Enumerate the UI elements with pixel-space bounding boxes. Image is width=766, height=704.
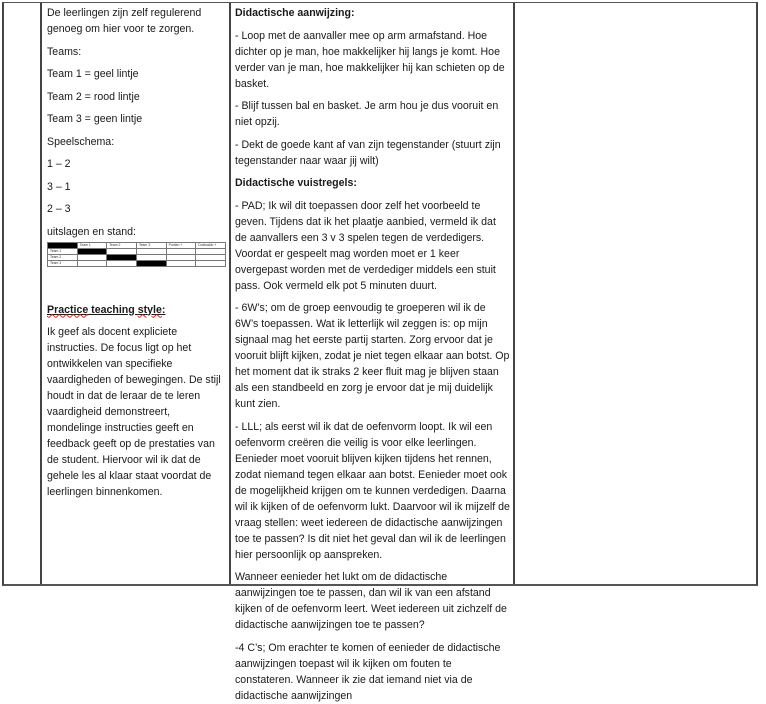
results-header-cell: Doelsaldo + <box>196 242 226 248</box>
practice-heading-word: teaching <box>88 303 138 316</box>
vuistregel-item: - PAD; Ik wil dit toepassen door zelf het voorbeeld te geven. Tijdens dat ik het plaatje aanbied, vermeld ik dat de aanvallers een 3 v 3 spelen tegen de verdedigers. Voordat er gespeelt mag worden moet er 1 keer overgepast worden met de verdediger middels een stuit pass. Ook vermeld elk pot 5 minuten duurt. <box>235 199 496 292</box>
results-cell <box>107 260 137 266</box>
heading-vuistregels: Didactische vuistregels: <box>235 177 357 189</box>
aanwijzing-item: - Blijf tussen bal en basket. Je arm hou je dus vooruit en niet opzij. <box>235 100 499 128</box>
results-header-cell: Team 3 <box>136 242 166 248</box>
team-item: Team 3 = geen lintje <box>47 113 143 125</box>
results-label: uitslagen en stand: <box>47 225 136 238</box>
results-cell-blocked <box>136 260 166 266</box>
results-header-cell: Team 1 <box>77 242 107 248</box>
results-header-cell: Team 2 <box>107 242 137 248</box>
schedule-item: 1 – 2 <box>47 158 71 170</box>
results-cell <box>196 260 226 266</box>
practice-heading-suffix: : <box>161 303 166 316</box>
team-item: Team 1 = geel lintje <box>47 68 139 80</box>
column-empty-right <box>515 3 756 584</box>
results-row-label: Team 3 <box>48 260 78 266</box>
teams-label: Teams: <box>47 45 82 58</box>
vuistregel-item: - LLL; als eerst wil ik dat de oefenvorm loopt. Ik wil een oefenvorm creëren die veilig is voor elke leerlingen. Eenieder moet vooruit blijven kijken tijdens het rennen, zodat niemand tegen elkaar aan botst. Eenieder moet ook de mogelijkheid krijgen om te kunnen verdedigen. Daarna wil ik kijken of de oefenvorm lukt. Daarvoor wil ik mijzelf de vraag stellen: weet iedereen de didactische aanwijzingen toe te passen? Is dit niet het geval dan wil ik de leerlingen hier persoonlijk op aanspreken. <box>235 420 510 561</box>
schedule-item: 3 – 1 <box>47 180 71 193</box>
intro-text: De leerlingen zijn zelf regulerend genoeg om hier voor te zorgen. <box>47 7 202 35</box>
aanwijzing-item: - Dekt de goede kant af van zijn tegenstander (stuurt zijn tegenstander naar waar jij wilt) <box>235 138 501 167</box>
results-row-label: Team 2 <box>48 254 78 260</box>
results-row-label: Team 1 <box>48 248 78 254</box>
schedule-label: Speelschema: <box>47 135 115 148</box>
column-didactics <box>231 3 515 702</box>
practice-heading-word: style <box>137 303 162 316</box>
practice-heading <box>47 302 225 318</box>
vuistregel-item: Wanneer eenieder het lukt om de didactische aanwijzingen toe te passen, dan wil ik van een afstand kijken of de oefenvorm leert. Weet iedereen uit zichzelf de didactische aanwijzingen toe te passen? <box>235 571 507 631</box>
practice-text: Ik geef als docent expliciete instructies. De focus ligt op het ontwikkelen van specifieke vaardigheden of bewegingen. De stijl houdt in dat de leraar de te leren vaardigheid demonstreert, mondelinge instructies geeft en feedback geeft op de prestaties van de student. Hiervoor wil ik dat de gehele les al klaar staat voordat de leerlingen binnenkomen. <box>47 326 221 498</box>
results-cell <box>77 260 107 266</box>
vuistregel-item: -4 C’s; Om erachter te komen of eenieder de didactische aanwijzingen toepast wil ik kijken om fouten te constateren. Wanneer ik zie dat iemand niet via de didactische aanwijzingen <box>235 641 501 702</box>
team-item: Team 2 = rood lintje <box>47 90 140 103</box>
spacer <box>47 267 225 302</box>
results-header-cell: Punten + <box>166 242 196 248</box>
results-cell <box>166 260 196 266</box>
aanwijzing-item: - Loop met de aanvaller mee op arm armafstand. Hoe dichter op je man, hoe makkelijker hij langs je komt. Hoe verder van je man, hoe makkelijker hij kan schieten op de basket. <box>235 29 505 90</box>
column-empty-left <box>4 3 42 584</box>
lesson-plan-table <box>2 2 758 702</box>
column-organisation <box>42 3 231 584</box>
practice-heading-word: Practice <box>47 303 89 316</box>
schedule-item: 2 – 3 <box>47 203 71 215</box>
results-table <box>47 242 226 267</box>
heading-aanwijzing: Didactische aanwijzing: <box>235 7 355 19</box>
vuistregel-item: - 6W’s; om de groep eenvoudig te groeperen wil ik de 6W’s toepassen. Wat ik letterlijk wil zeggen is: op mijn signaal mag het eerste partij starten. Zorg ervoor dat je vooruit blijft kijken, zodat je niet tegen elkaar aan botst. Op het moment dat ik straks 2 keer fluit mag je blijven staan als een standbeeld en zorg je ervoor dat je mij duidelijk kunt zien. <box>235 302 510 410</box>
results-row <box>48 260 226 266</box>
